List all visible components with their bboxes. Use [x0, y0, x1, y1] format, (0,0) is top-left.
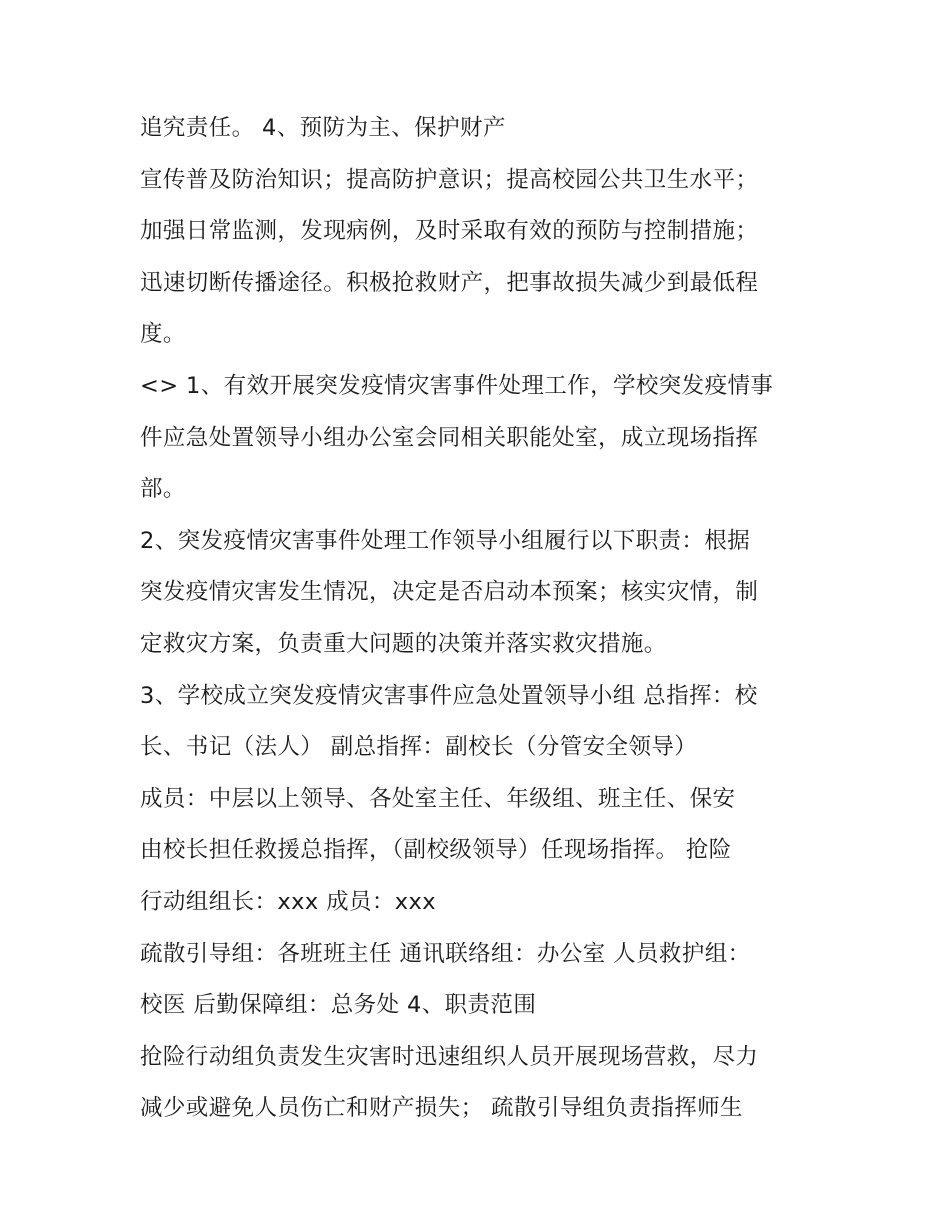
text-line: 疏散引导组：各班班主任 通讯联络组：办公室 人员救护组：: [140, 940, 751, 967]
text-line: 宣传普及防治知识；提高防护意识；提高校园公共卫生水平；: [140, 166, 759, 193]
text-line: 2、突发疫情灾害事件处理工作领导小组履行以下职责：根据: [140, 527, 751, 554]
text-line: 突发疫情灾害发生情况，决定是否启动本预案；核实灾情，制: [140, 579, 759, 606]
text-line: 迅速切断传播途径。积极抢救财产，把事故损失减少到最低程: [140, 269, 759, 296]
text-line: 部。: [140, 476, 186, 503]
text-line: 减少或避免人员伤亡和财产损失； 疏散引导组负责指挥师生: [140, 1095, 743, 1122]
text-line: 加强日常监测，发现病例，及时采取有效的预防与控制措施；: [140, 218, 759, 245]
text-line: 抢险行动组负责发生灾害时迅速组织人员开展现场营救，尽力: [140, 1043, 759, 1070]
text-line: 度。: [140, 321, 186, 348]
text-line: 校医 后勤保障组：总务处 4、职责范围: [140, 992, 537, 1019]
text-line: 长、书记（法人） 副总指挥：副校长（分管安全领导）: [140, 734, 698, 761]
text-line: 件应急处置领导小组办公室会同相关职能处室，成立现场指挥: [140, 424, 759, 451]
text-line: 行动组组长：xxx 成员：xxx: [140, 888, 436, 915]
text-line: 由校长担任救援总指挥，（副校级领导）任现场指挥。 抢险: [140, 837, 732, 864]
text-line: 追究责任。 4、预防为主、保护财产: [140, 115, 506, 141]
text-line: 成员：中层以上领导、各处室主任、年级组、班主任、保安: [140, 785, 736, 812]
body-text: [140, 108, 830, 1140]
text-line: 3、学校成立突发疫情灾害事件应急处置领导小组 总指挥：校: [140, 682, 758, 709]
text-line: 定救灾方案，负责重大问题的决策并落实救灾措施。: [140, 630, 667, 657]
text-line: <> 1、有效开展突发疫情灾害事件处理工作，学校突发疫情事: [140, 372, 774, 399]
